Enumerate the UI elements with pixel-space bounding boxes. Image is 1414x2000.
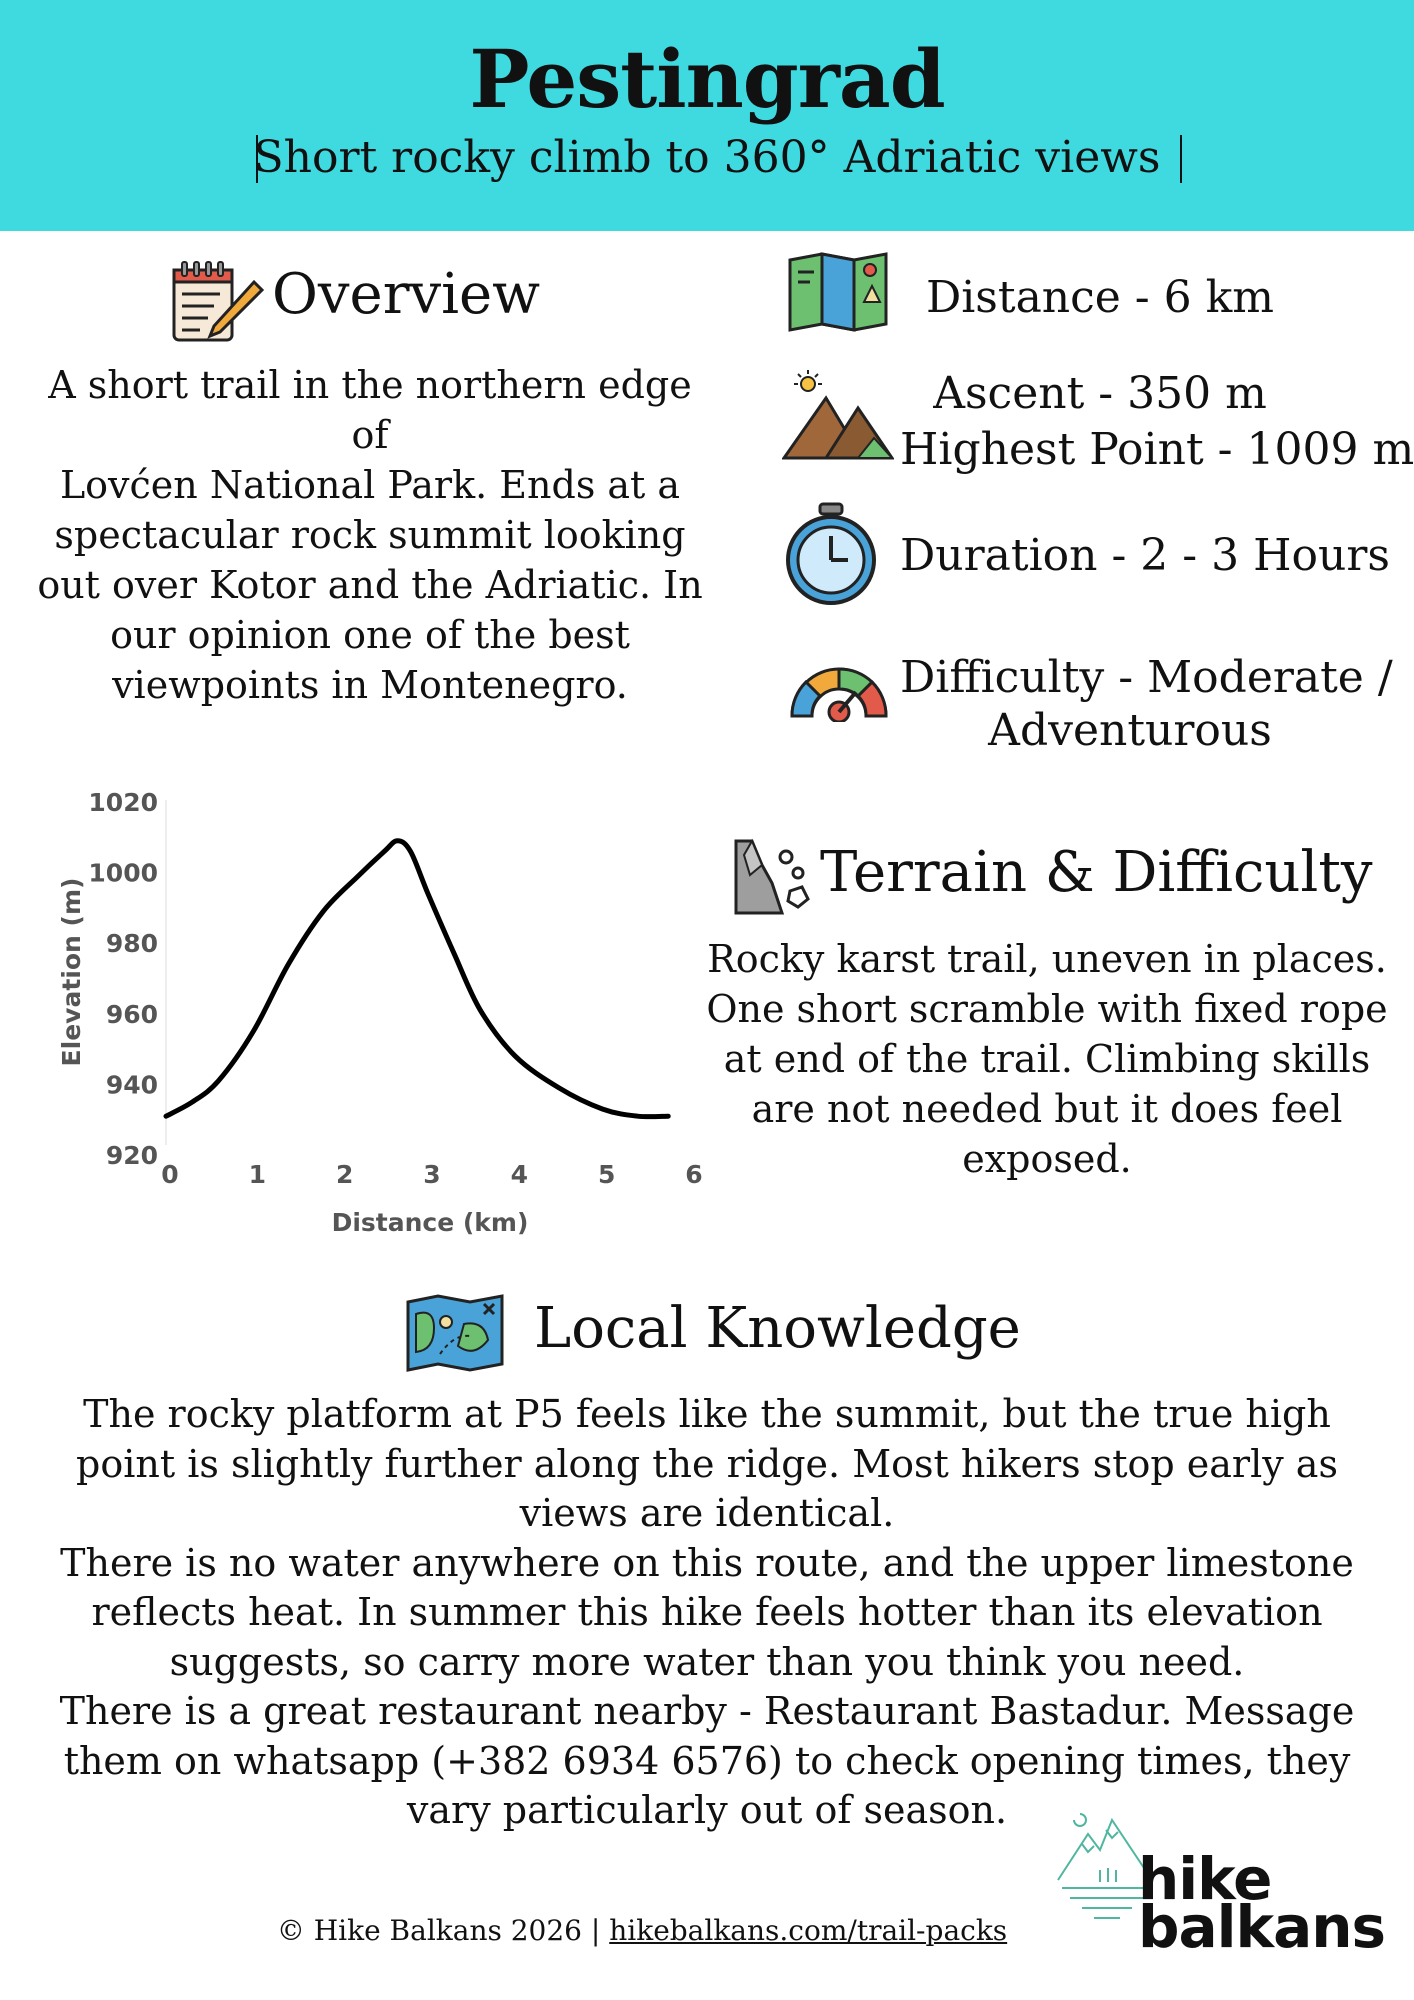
y-tick-label: 920	[105, 1141, 158, 1170]
x-tick-label: 1	[248, 1160, 267, 1189]
overview-heading: Overview	[272, 262, 541, 327]
terrain-line: at end of the trail. Climbing skills	[723, 1037, 1371, 1081]
stat-highest-point: Highest Point - 1009 m	[900, 424, 1414, 475]
local-paragraph: The rocky platform at P5 feels like the summit, but the true high point is slightly further along the ridge. Most hikers stop early as views are identical.	[76, 1392, 1338, 1535]
local-paragraph: There is a great restaurant nearby - Restaurant Bastadur. Message them on whatsapp (+382 6934 6576) to check opening times, they vary particularly out of season.	[59, 1689, 1355, 1832]
overview-line: Lovćen National Park. Ends at a	[59, 463, 681, 507]
local-heading: Local Knowledge	[534, 1296, 1021, 1361]
logo-wordmark	[1138, 1845, 1386, 1961]
y-tick-label: 960	[105, 999, 158, 1029]
terrain-text	[700, 934, 1394, 1184]
y-tick-label: 1020	[88, 788, 158, 817]
y-tick-labels	[88, 788, 158, 1170]
elevation-series-line	[166, 841, 668, 1117]
terrain-line: exposed.	[962, 1137, 1132, 1181]
stopwatch-icon	[782, 502, 880, 606]
mountain-sun-icon	[782, 368, 894, 462]
overview-line: out over Kotor and the Adriatic. In	[37, 563, 703, 607]
overview-text	[30, 360, 710, 710]
x-tick-label: 2	[335, 1160, 354, 1189]
map-icon	[786, 252, 890, 332]
y-tick-label: 980	[105, 929, 158, 959]
logo-line: hike	[1138, 1845, 1272, 1913]
terrain-line: are not needed but it does feel	[751, 1087, 1343, 1131]
stat-duration: Duration - 2 - 3 Hours	[900, 530, 1390, 581]
x-tick-labels	[161, 1160, 702, 1189]
elevation-chart	[40, 775, 720, 1250]
stat-distance: Distance - 6 km	[925, 272, 1275, 323]
overview-line: our opinion one of the best	[110, 613, 630, 657]
x-axis-label: Distance (km)	[331, 1208, 529, 1237]
stat-difficulty-line: Difficulty - Moderate /	[900, 652, 1393, 703]
treasure-map-icon	[404, 1294, 506, 1372]
terrain-line: Rocky karst trail, uneven in places.	[707, 937, 1387, 981]
notepad-pencil-icon	[170, 258, 266, 344]
terrain-line: One short scramble with fixed rope	[706, 987, 1388, 1031]
x-tick-label: 4	[510, 1160, 529, 1189]
logo-line: balkans	[1138, 1893, 1386, 1961]
y-tick-label: 940	[105, 1070, 158, 1100]
x-tick-label: 6	[685, 1160, 703, 1189]
footer-copyright: © Hike Balkans 2026 |	[276, 1914, 610, 1947]
overview-line: viewpoints in Montenegro.	[112, 663, 628, 707]
stat-difficulty-line: Adventurous	[988, 705, 1272, 756]
y-tick-label: 1000	[88, 858, 158, 888]
page-title: Pestingrad	[469, 32, 945, 126]
y-axis-label: Elevation (m)	[57, 877, 86, 1067]
x-tick-label: 0	[161, 1160, 179, 1189]
overview-line: spectacular rock summit looking	[54, 513, 686, 557]
stat-ascent: Ascent - 350 m	[933, 368, 1267, 419]
x-tick-label: 5	[597, 1160, 616, 1189]
gauge-icon	[786, 652, 892, 722]
local-paragraph: There is no water anywhere on this route, and the upper limestone reflects heat. In summer this hike feels hotter than its elevation suggests, so carry more water than you think you need.	[60, 1540, 1354, 1684]
stat-difficulty	[900, 652, 1393, 756]
footer-link[interactable]: hikebalkans.com/trail-packs	[609, 1914, 1008, 1947]
x-tick-label: 3	[423, 1160, 441, 1189]
overview-line: A short trail in the northern edge of	[48, 363, 692, 457]
local-text	[40, 1390, 1374, 1836]
terrain-heading: Terrain & Difficulty	[820, 840, 1373, 905]
page-subtitle: Short rocky climb to 360° Adriatic views	[253, 132, 1161, 183]
rockfall-icon	[732, 835, 812, 915]
